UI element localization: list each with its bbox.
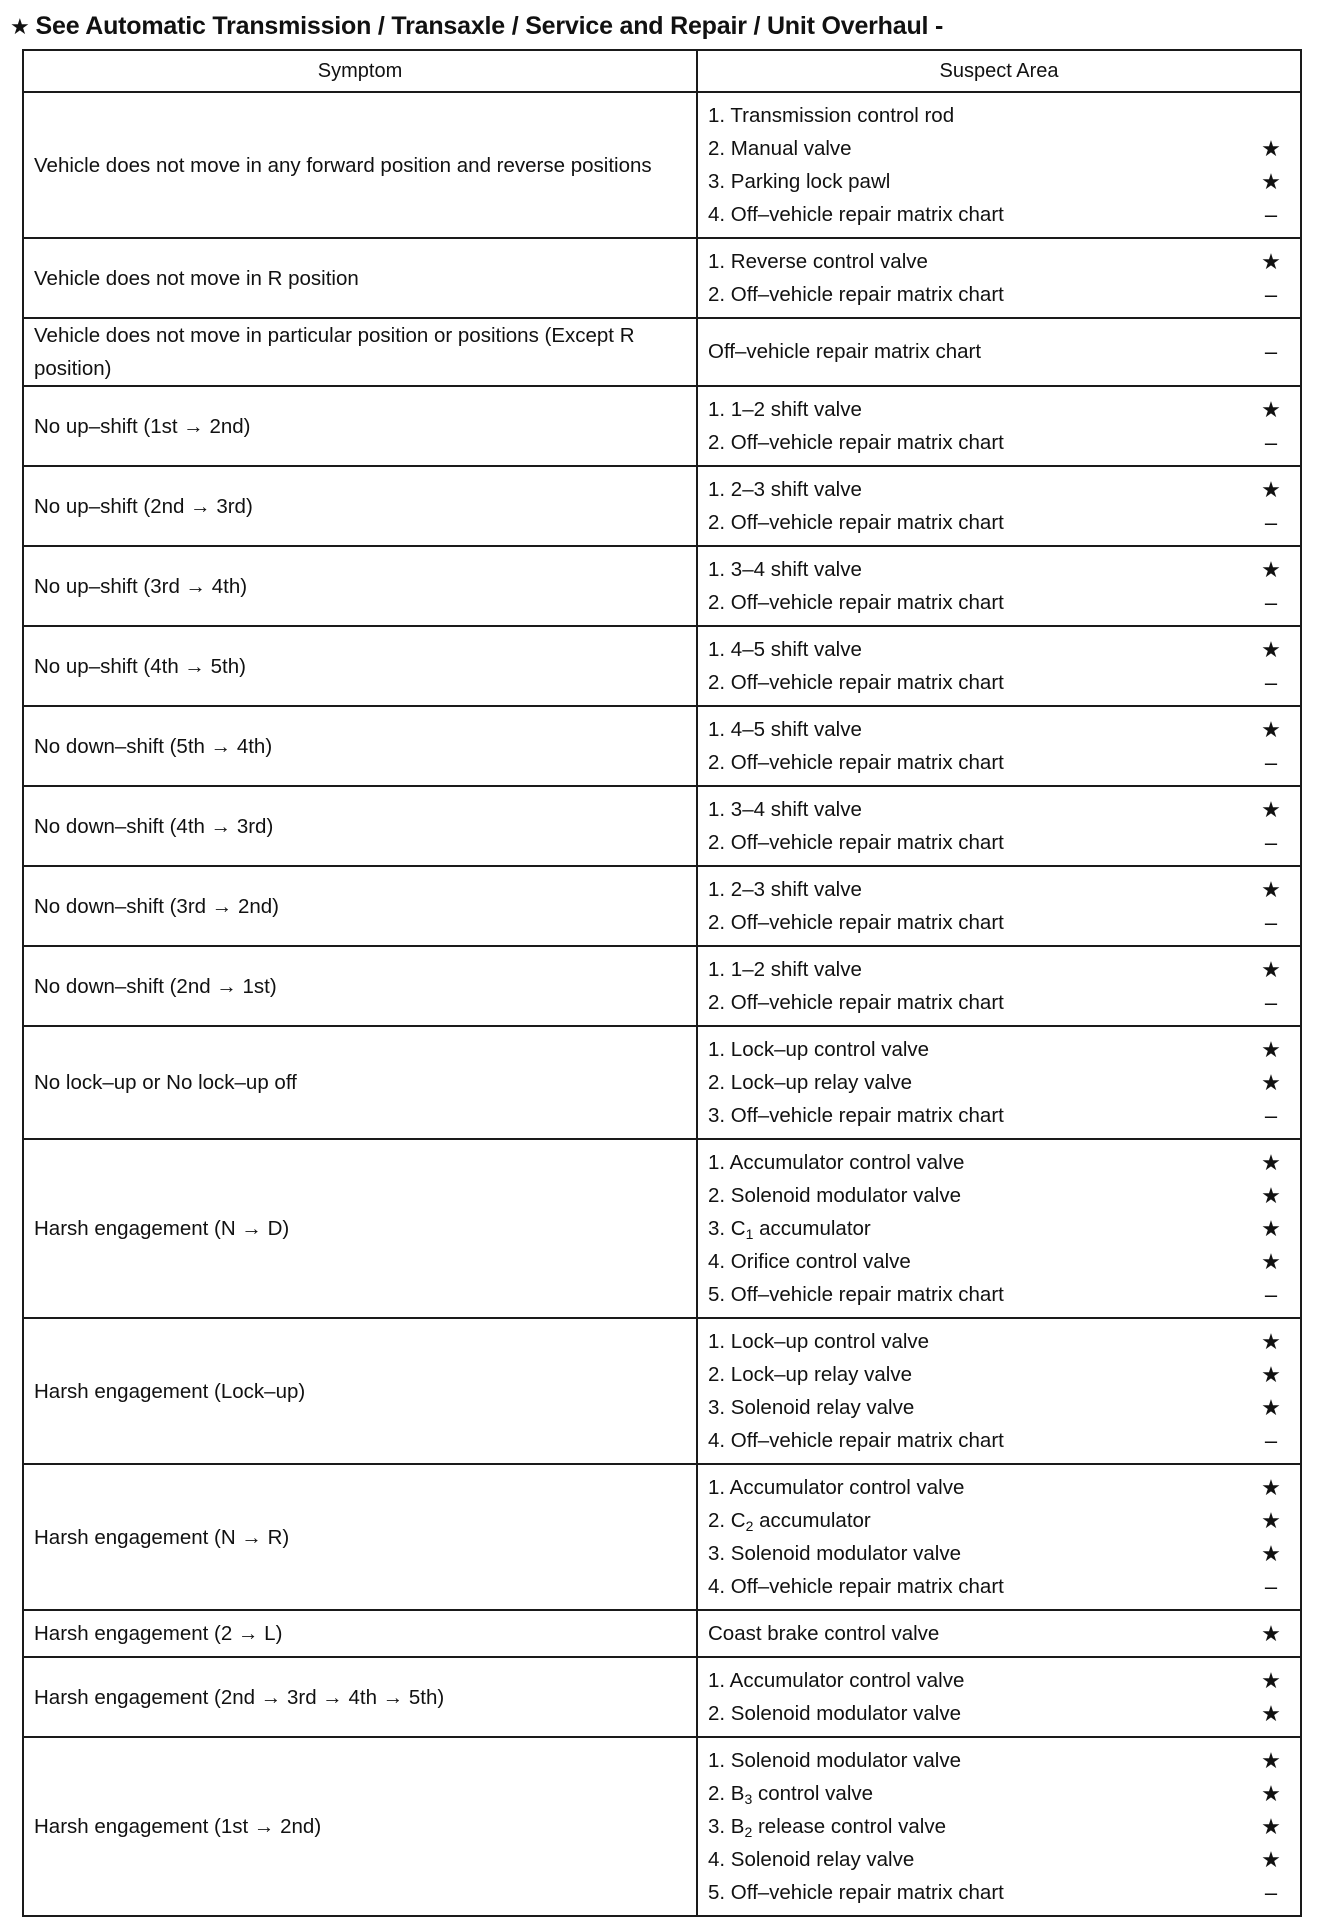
suspect-item-text: 1. Solenoid modulator valve xyxy=(708,1748,961,1772)
suspect-item-text: 1. 2–3 shift valve xyxy=(708,877,862,901)
suspect-item-prefix: 2. B xyxy=(708,1781,745,1805)
star-icon: ★ xyxy=(1261,1361,1281,1387)
suspect-area-cell xyxy=(697,706,1301,786)
header-row xyxy=(23,50,1301,92)
star-icon: ★ xyxy=(1261,1507,1281,1533)
suspect-area-cell xyxy=(697,92,1301,238)
column-header-symptom: Symptom xyxy=(23,50,697,92)
suspect-item xyxy=(708,1278,1288,1311)
star-icon: ★ xyxy=(1261,1540,1281,1566)
table-body xyxy=(23,92,1301,1916)
star-icon: ★ xyxy=(1261,1149,1281,1175)
suspect-item-text: 4. Off–vehicle repair matrix chart xyxy=(708,1574,1004,1598)
star-icon: ★ xyxy=(1261,1747,1281,1773)
table-row xyxy=(23,946,1301,1026)
suspect-item-text xyxy=(708,1509,1254,1533)
suspect-item-subscript: 2 xyxy=(745,1517,754,1534)
suspect-item xyxy=(708,165,1288,198)
suspect-item-text: 1. 4–5 shift valve xyxy=(708,637,862,661)
symptom-cell: No down–shift (3rd → 2nd) xyxy=(23,866,697,946)
suspect-item xyxy=(708,553,1288,586)
suspect-item xyxy=(708,906,1288,939)
table-row xyxy=(23,546,1301,626)
suspect-area-cell xyxy=(697,238,1301,318)
suspect-item-subscript: 2 xyxy=(744,1823,753,1840)
symptom-cell: No up–shift (1st → 2nd) xyxy=(23,386,697,466)
suspect-item xyxy=(708,1744,1288,1777)
suspect-area-cell xyxy=(697,866,1301,946)
dash-mark: – xyxy=(1264,989,1278,1015)
suspect-item-text: 1. 2–3 shift valve xyxy=(708,477,862,501)
table-row xyxy=(23,1464,1301,1610)
dash-mark: – xyxy=(1264,339,1278,364)
star-icon: ★ xyxy=(1261,1328,1281,1354)
suspect-item-suffix: release control valve xyxy=(752,1814,946,1838)
suspect-area-cell xyxy=(697,786,1301,866)
suspect-area-cell xyxy=(697,1610,1301,1657)
suspect-item-text: 3. Solenoid modulator valve xyxy=(708,1541,961,1565)
dash-mark: – xyxy=(1264,1427,1278,1453)
suspect-item-text: Off–vehicle repair matrix chart xyxy=(708,340,982,363)
symptom-table xyxy=(22,49,1302,1917)
table-row xyxy=(23,1026,1301,1139)
suspect-item-text: 5. Off–vehicle repair matrix chart xyxy=(708,1282,1004,1306)
symptom-cell: No lock–up or No lock–up off xyxy=(23,1026,697,1139)
suspect-item xyxy=(708,1066,1288,1099)
table-row xyxy=(23,866,1301,946)
table-row xyxy=(23,706,1301,786)
suspect-item xyxy=(708,336,1288,369)
suspect-item-subscript: 3 xyxy=(744,1790,753,1807)
suspect-item-text: 1. Accumulator control valve xyxy=(708,1150,965,1174)
star-icon: ★ xyxy=(1261,476,1281,502)
suspect-item-suffix: accumulator xyxy=(753,1216,871,1240)
symptom-cell: No up–shift (3rd → 4th) xyxy=(23,546,697,626)
suspect-item xyxy=(708,1777,1288,1810)
suspect-item-text: 2. Lock–up relay valve xyxy=(708,1070,912,1094)
star-icon: ★ xyxy=(1261,135,1281,161)
table-row xyxy=(23,466,1301,546)
suspect-item xyxy=(708,1876,1288,1909)
suspect-item-text: 3. Solenoid relay valve xyxy=(708,1395,915,1419)
symptom-cell: No down–shift (5th → 4th) xyxy=(23,706,697,786)
dash-mark: – xyxy=(1264,429,1278,455)
star-icon: ★ xyxy=(10,14,30,39)
suspect-item xyxy=(708,1424,1288,1457)
suspect-item xyxy=(708,278,1288,311)
suspect-area-cell xyxy=(697,1657,1301,1737)
symptom-cell: Harsh engagement (2nd → 3rd → 4th → 5th) xyxy=(23,1657,697,1737)
star-icon: ★ xyxy=(1261,396,1281,422)
dash-mark: – xyxy=(1264,1281,1278,1307)
suspect-item-text: 4. Off–vehicle repair matrix chart xyxy=(708,202,1004,226)
dash-mark: – xyxy=(1264,281,1278,307)
table-row xyxy=(23,1610,1301,1657)
suspect-item xyxy=(708,746,1288,779)
table-row xyxy=(23,786,1301,866)
suspect-item xyxy=(708,1843,1288,1876)
suspect-area-cell xyxy=(697,626,1301,706)
suspect-item-text: 1. 1–2 shift valve xyxy=(708,957,862,981)
suspect-item-suffix: accumulator xyxy=(753,1508,871,1532)
symptom-cell: Harsh engagement (2 → L) xyxy=(23,1610,697,1657)
suspect-item xyxy=(708,793,1288,826)
suspect-item xyxy=(708,1537,1288,1570)
suspect-item-text: 4. Solenoid relay valve xyxy=(708,1847,915,1871)
suspect-item xyxy=(708,1146,1288,1179)
suspect-item-prefix: 3. B xyxy=(708,1814,745,1838)
suspect-item-text: 2. Off–vehicle repair matrix chart xyxy=(708,430,1004,454)
star-icon: ★ xyxy=(1261,1182,1281,1208)
suspect-area-cell xyxy=(697,1464,1301,1610)
star-icon: ★ xyxy=(1261,1780,1281,1806)
symptom-cell: Vehicle does not move in particular position or positions (Except R position) xyxy=(23,318,697,386)
dash-mark: – xyxy=(1264,509,1278,535)
suspect-item xyxy=(708,1179,1288,1212)
suspect-item xyxy=(708,393,1288,426)
suspect-item xyxy=(708,586,1288,619)
table-row xyxy=(23,1737,1301,1916)
suspect-item xyxy=(708,1033,1288,1066)
dash-mark: – xyxy=(1264,909,1278,935)
suspect-item xyxy=(708,1391,1288,1424)
suspect-item xyxy=(708,132,1288,165)
star-icon: ★ xyxy=(1261,1069,1281,1095)
table-row xyxy=(23,626,1301,706)
suspect-item xyxy=(708,1471,1288,1504)
suspect-item xyxy=(708,1245,1288,1278)
suspect-item-text: 1. Accumulator control valve xyxy=(708,1475,965,1499)
suspect-item-text: 1. 3–4 shift valve xyxy=(708,797,862,821)
suspect-item-text: 2. Off–vehicle repair matrix chart xyxy=(708,750,1004,774)
suspect-item xyxy=(708,1325,1288,1358)
star-icon: ★ xyxy=(1261,1846,1281,1872)
suspect-item-text: 2. Solenoid modulator valve xyxy=(708,1701,961,1725)
suspect-area-cell xyxy=(697,318,1301,386)
star-icon: ★ xyxy=(1261,1700,1281,1726)
star-icon: ★ xyxy=(1261,1215,1281,1241)
suspect-area-cell xyxy=(697,466,1301,546)
star-icon: ★ xyxy=(1261,1036,1281,1062)
table-row xyxy=(23,386,1301,466)
star-icon: ★ xyxy=(1261,168,1281,194)
symptom-cell: Harsh engagement (1st → 2nd) xyxy=(23,1737,697,1916)
suspect-item xyxy=(708,1810,1288,1843)
star-icon: ★ xyxy=(1261,636,1281,662)
suspect-item-text xyxy=(708,1217,1254,1241)
symptom-cell: No down–shift (4th → 3rd) xyxy=(23,786,697,866)
suspect-item-text: 2. Off–vehicle repair matrix chart xyxy=(708,910,1004,934)
suspect-area-cell xyxy=(697,1737,1301,1916)
suspect-item-text: 1. Transmission control rod xyxy=(708,103,955,127)
suspect-item-text: 2. Off–vehicle repair matrix chart xyxy=(708,990,1004,1014)
star-icon: ★ xyxy=(1261,876,1281,902)
star-icon: ★ xyxy=(1261,1474,1281,1500)
suspect-area-cell xyxy=(697,1026,1301,1139)
dash-mark: – xyxy=(1264,201,1278,227)
star-icon: ★ xyxy=(1261,1620,1281,1646)
suspect-item-text: 3. Off–vehicle repair matrix chart xyxy=(708,1103,1004,1127)
suspect-area-cell xyxy=(697,386,1301,466)
suspect-item xyxy=(708,666,1288,699)
star-icon: ★ xyxy=(1261,1248,1281,1274)
dash-mark: – xyxy=(1264,1102,1278,1128)
suspect-item xyxy=(708,198,1288,231)
symptom-cell: No up–shift (2nd → 3rd) xyxy=(23,466,697,546)
suspect-item-text: 1. 3–4 shift valve xyxy=(708,557,862,581)
suspect-item-text: 3. Parking lock pawl xyxy=(708,169,891,193)
suspect-item xyxy=(708,986,1288,1019)
suspect-item-prefix: 2. C xyxy=(708,1508,746,1532)
suspect-area-cell xyxy=(697,546,1301,626)
suspect-item xyxy=(708,426,1288,459)
symptom-cell: Harsh engagement (N → D) xyxy=(23,1139,697,1318)
suspect-item xyxy=(708,99,1288,132)
dash-mark: – xyxy=(1264,1879,1278,1905)
suspect-item xyxy=(708,1358,1288,1391)
suspect-item-text: 1. Reverse control valve xyxy=(708,249,928,273)
suspect-item xyxy=(708,713,1288,746)
suspect-item-prefix: 3. C xyxy=(708,1216,746,1240)
dash-mark: – xyxy=(1264,1573,1278,1599)
star-icon: ★ xyxy=(1261,248,1281,274)
symptom-cell: No up–shift (4th → 5th) xyxy=(23,626,697,706)
suspect-item-text: 1. Lock–up control valve xyxy=(708,1037,930,1061)
suspect-item-text: 2. Off–vehicle repair matrix chart xyxy=(708,510,1004,534)
table-row xyxy=(23,1657,1301,1737)
suspect-item xyxy=(708,1697,1288,1730)
suspect-item xyxy=(708,633,1288,666)
suspect-item xyxy=(708,1617,1288,1650)
suspect-item xyxy=(708,1212,1288,1245)
table-row xyxy=(23,318,1301,386)
suspect-item xyxy=(708,506,1288,539)
suspect-item xyxy=(708,953,1288,986)
symptom-cell: Vehicle does not move in any forward position and reverse positions xyxy=(23,92,697,238)
suspect-item xyxy=(708,1099,1288,1132)
suspect-area-cell xyxy=(697,946,1301,1026)
suspect-item-subscript: 1 xyxy=(745,1225,754,1242)
suspect-item xyxy=(708,873,1288,906)
symptom-cell: Harsh engagement (Lock–up) xyxy=(23,1318,697,1464)
suspect-item-text: 2. Off–vehicle repair matrix chart xyxy=(708,670,1004,694)
table-row xyxy=(23,92,1301,238)
suspect-item xyxy=(708,473,1288,506)
suspect-item-text: 5. Off–vehicle repair matrix chart xyxy=(708,1880,1004,1904)
suspect-item xyxy=(708,1504,1288,1537)
suspect-item xyxy=(708,1570,1288,1603)
suspect-item-text xyxy=(708,1815,1254,1839)
suspect-item-text: 2. Lock–up relay valve xyxy=(708,1362,912,1386)
suspect-item-text: 1. Lock–up control valve xyxy=(708,1329,930,1353)
star-icon: ★ xyxy=(1261,1394,1281,1420)
symptom-cell: Vehicle does not move in R position xyxy=(23,238,697,318)
suspect-area-cell xyxy=(697,1139,1301,1318)
suspect-area-cell xyxy=(697,1318,1301,1464)
suspect-item-text: Coast brake control valve xyxy=(708,1621,940,1645)
star-icon: ★ xyxy=(1261,556,1281,582)
dash-mark: – xyxy=(1264,829,1278,855)
star-icon: ★ xyxy=(1261,1813,1281,1839)
column-header-suspect-area: Suspect Area xyxy=(697,50,1301,92)
suspect-item-text: 2. Manual valve xyxy=(708,136,852,160)
suspect-item-text: 1. 1–2 shift valve xyxy=(708,397,862,421)
symptom-cell: Harsh engagement (N → R) xyxy=(23,1464,697,1610)
suspect-item-text: 1. 4–5 shift valve xyxy=(708,717,862,741)
suspect-item-text: 2. Off–vehicle repair matrix chart xyxy=(708,590,1004,614)
suspect-item-text: 1. Accumulator control valve xyxy=(708,1668,965,1692)
table-row xyxy=(23,238,1301,318)
page-header xyxy=(10,12,1310,41)
star-icon: ★ xyxy=(1261,956,1281,982)
suspect-item xyxy=(708,826,1288,859)
suspect-item-text: 4. Orifice control valve xyxy=(708,1249,911,1273)
table-row xyxy=(23,1139,1301,1318)
dash-mark: – xyxy=(1264,589,1278,615)
star-icon: ★ xyxy=(1261,716,1281,742)
suspect-item xyxy=(708,1664,1288,1697)
suspect-item-text: 2. Off–vehicle repair matrix chart xyxy=(708,830,1004,854)
suspect-item-text: 2. Solenoid modulator valve xyxy=(708,1183,961,1207)
table-row xyxy=(23,1318,1301,1464)
suspect-item-text: 4. Off–vehicle repair matrix chart xyxy=(708,1428,1004,1452)
header-title: See Automatic Transmission / Transaxle / Service and Repair / Unit Overhaul - xyxy=(35,12,944,40)
dash-mark: – xyxy=(1264,749,1278,775)
suspect-item-text: 2. Off–vehicle repair matrix chart xyxy=(708,282,1004,306)
suspect-item-text xyxy=(708,1782,1254,1806)
symptom-cell: No down–shift (2nd → 1st) xyxy=(23,946,697,1026)
suspect-item-suffix: control valve xyxy=(752,1781,874,1805)
suspect-item xyxy=(708,245,1288,278)
star-icon: ★ xyxy=(1261,1667,1281,1693)
dash-mark: – xyxy=(1264,669,1278,695)
star-icon: ★ xyxy=(1261,796,1281,822)
